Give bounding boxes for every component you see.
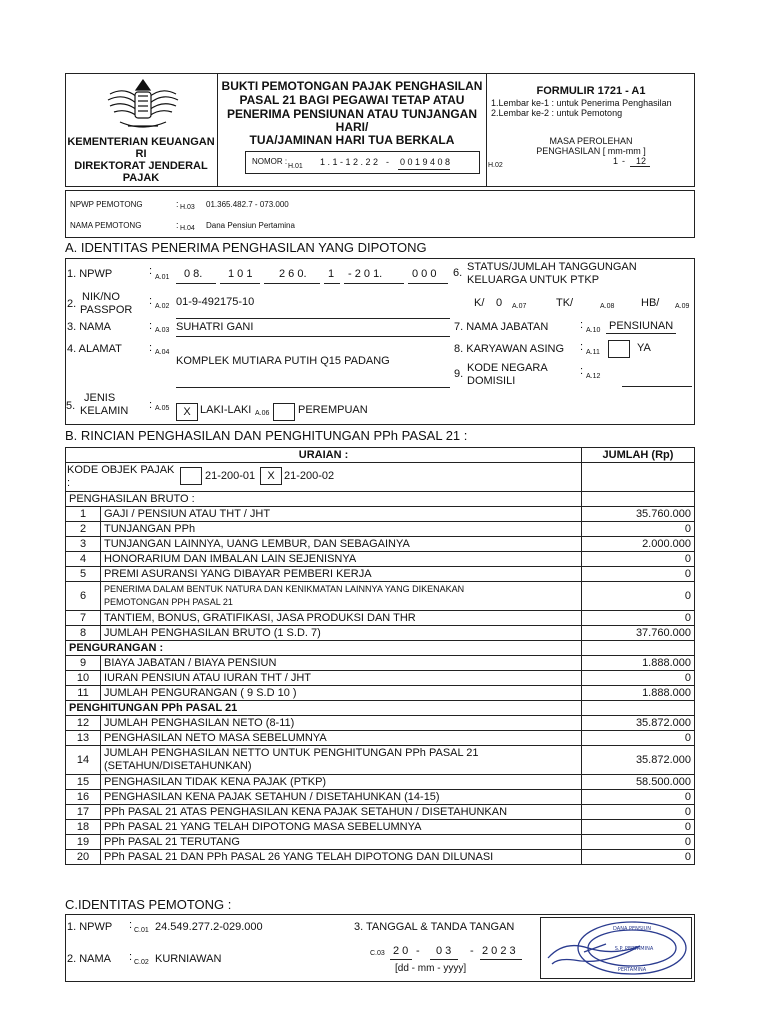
row-description: PPh PASAL 21 YANG TELAH DIPOTONG MASA SEBELUMNYA [101,820,582,835]
a-hb-code: A.09 [675,303,690,310]
a-negara-label2: DOMISILI [467,375,516,387]
a-asing-colon: : [580,341,584,353]
a-jk-label2: KELAMIN [80,405,129,417]
a-nik-code: A.02 [155,303,170,310]
a-alamat-label: 4. ALAMAT [67,343,122,355]
c-tanggal-code: C.03 [370,950,385,957]
pemotong-frame [65,190,695,238]
table-row [66,507,695,522]
garuda-emblem-logo [100,76,186,132]
a-npwp-label: 1. NPWP [67,268,113,280]
bruto-header-row [66,492,695,507]
table-row [66,656,695,671]
row-value: 58.500.000 [582,775,695,790]
a-nik-label2: PASSPOR [80,304,133,316]
pemotong-npwp-label: NPWP PEMOTONG [70,200,143,209]
title-line2: PASAL 21 BAGI PEGAWAI TETAP ATAU [239,93,465,107]
a-hb-label: HB/ [641,297,660,309]
row-description-line1: PENERIMA DALAM BENTUK NATURA DAN KENIKMATAN LAINNYA YANG DIKENAKAN [104,584,465,594]
a-alamat-code: A.04 [155,349,170,356]
row-number: 16 [66,790,101,805]
title-line4: HARI/ [335,120,369,134]
row-description: HONORARIUM DAN IMBALAN LAIN SEJENISNYA [101,552,582,567]
masa-label1: MASA PEROLEHAN [549,136,633,146]
col-uraian-header: URAIAN : [66,448,582,463]
row-value: 37.760.000 [582,626,695,641]
a-negara-label1: KODE NEGARA [467,362,548,374]
pemotong-nama-label: NAMA PEMOTONG [70,221,142,230]
kode-objek-value-cell [582,463,695,492]
kode-opt2-label: 21-200-02 [284,470,335,482]
table-row [66,775,695,790]
row-number: 10 [66,671,101,686]
a-npwp-p3: 2 6 0. [279,268,307,280]
a-tk-code: A.08 [600,303,615,310]
a-jabatan-label: 7. NAMA JABATAN [454,321,549,333]
row-description [101,746,582,775]
pemotong-nama-code: H.04 [180,225,195,232]
c-tanggal-format: [dd - mm - yyyy] [395,963,467,974]
a-npwp-p4: 1 [328,268,335,280]
row-description: BIAYA JABATAN / BIAYA PENSIUN [101,656,582,671]
a-status-num: 6. [453,267,463,279]
a-k-value: 0 [496,297,503,309]
row-value: 35.760.000 [582,507,695,522]
a-alamat-value: KOMPLEK MUTIARA PUTIH Q15 PADANG [176,355,390,367]
section-c-title: C.IDENTITAS PEMOTONG : [65,897,232,912]
a-nama-code: A.03 [155,327,170,334]
bruto-header-row-value-cell [582,492,695,507]
a-jabatan-colon: : [580,319,584,331]
row-number: 17 [66,805,101,820]
stamp-top-text: DANA PENSIUN [613,926,651,932]
a-npwp-p2: 1 0 1 [228,268,253,280]
table-row [66,626,695,641]
table-row [66,671,695,686]
row-number: 13 [66,731,101,746]
nomor-value2: 0 0 1 9 4 0 8 [400,157,451,167]
masa-from: 1 [613,156,619,166]
c-npwp-value: 24.549.277.2-029.000 [155,921,263,933]
a-jk-label1: JENIS [84,392,116,404]
row-value: 2.000.000 [582,537,695,552]
c-tanggal-yyyy: 2 0 2 3 [482,945,516,957]
row-description: PENGHASILAN KENA PAJAK SETAHUN / DISETAHUNKAN (14-15) [101,790,582,805]
row-number: 1 [66,507,101,522]
a-npwp-p1: 0 8. [184,268,203,280]
a-alamat-underline [176,387,450,388]
row-description: GAJI / PENSIUN ATAU THT / JHT [101,507,582,522]
a-npwp-code: A.01 [155,274,170,281]
table-row [66,820,695,835]
section-b-title: B. RINCIAN PENGHASILAN DAN PENGHITUNGAN PPh PASAL 21 : [65,428,468,443]
c-nama-code: C.02 [134,959,149,966]
kode-opt1-label: 21-200-01 [205,470,256,482]
a-negara-code: A.12 [586,373,601,380]
title-line3: PENERIMA PENSIUNAN ATAU TUNJANGAN [226,107,477,121]
c-nama-colon: : [129,951,133,963]
pemotong-npwp-value: 01.365.482.7 - 073.000 [206,200,289,209]
c-tanggal-dd-underline [390,959,412,960]
a-npwp-ul1 [176,283,216,284]
masa-dash: - [622,156,625,166]
pemotong-npwp-colon: : [176,199,179,209]
row-description: JUMLAH PENGHASILAN BRUTO (1 S.D. 7) [101,626,582,641]
h02-code: H.02 [488,162,503,169]
row-description: PPh PASAL 21 ATAS PENGHASILAN KENA PAJAK SETAHUN / DISETAHUNKAN [101,805,582,820]
row-description: TUNJANGAN LAINNYA, UANG LEMBUR, DAN SEBAGAINYA [101,537,582,552]
c-tanggal-sep1: - [416,945,420,957]
penghitungan-header-row-label: PENGHITUNGAN PPh PASAL 21 [66,701,582,716]
kode-objek-label2: : [67,477,71,489]
row-number: 8 [66,626,101,641]
a-jk-male-label: LAKI-LAKI [200,404,252,416]
a-npwp-ul5 [344,283,404,284]
a-npwp-ul4 [324,283,340,284]
row-number: 5 [66,567,101,582]
row-description: IURAN PENSIUN ATAU IURAN THT / JHT [101,671,582,686]
a-jk-female-label: PEREMPUAN [298,404,368,416]
row-number: 9 [66,656,101,671]
col-jumlah-header: JUMLAH (Rp) [582,448,695,463]
row-number: 3 [66,537,101,552]
c-tanggal-dd: 2 0 [393,945,409,957]
a-nama-colon: : [149,320,153,332]
row-value: 0 [582,731,695,746]
c-nama-label: 2. NAMA [67,953,112,965]
a-nik-value: 01-9-492175-10 [176,296,255,308]
table-row [66,731,695,746]
row-number: 18 [66,820,101,835]
c-npwp-code: C.01 [134,927,149,934]
row-description: TUNJANGAN PPh [101,522,582,537]
row-value: 1.888.000 [582,656,695,671]
a-jk-code: A.05 [155,405,170,412]
table-row [66,716,695,731]
row-value: 0 [582,522,695,537]
a-npwp-p6: 0 0 0 [412,268,437,280]
title-line5: TUA/JAMINAN HARI TUA BERKALA [249,133,455,147]
table-row [66,850,695,865]
a-nama-underline [176,336,450,337]
nomor-label: NOMOR : [252,157,288,166]
a-asing-label: 8. KARYAWAN ASING [454,343,565,355]
table-row [66,805,695,820]
row-value: 35.872.000 [582,716,695,731]
row-value: 35.872.000 [582,746,695,775]
row-description [101,582,582,611]
nomor-dash: - [386,157,389,167]
a-jabatan-value: PENSIUNAN [609,320,674,332]
c-npwp-label: 1. NPWP [67,921,113,933]
row-description: PENGHASILAN TIDAK KENA PAJAK (PTKP) [101,775,582,790]
a-status-label2: KELUARGA UNTUK PTKP [467,274,600,286]
row-number: 2 [66,522,101,537]
a-asing-ya: YA [637,342,651,354]
lembar-2: 2.Lembar ke-2 : untuk Pemotong [491,108,623,118]
a-status-label1: STATUS/JUMLAH TANGGUNGAN [467,261,637,273]
kode-objek-row [66,463,695,492]
a-npwp-p5: - 2 0 1. [348,268,383,280]
row-value: 0 [582,790,695,805]
pemotong-nama-value: Dana Pensiun Pertamina [206,221,295,230]
row-description: TANTIEM, BONUS, GRATIFIKASI, JASA PRODUKSI DAN THR [101,611,582,626]
pengurangan-header-row [66,641,695,656]
table-row [66,835,695,850]
row-value: 0 [582,582,695,611]
lembar-1: 1.Lembar ke-1 : untuk Penerima Penghasilan [491,98,672,108]
row-value: 0 [582,611,695,626]
nomor-value1: 1 . 1 - 1 2 . 2 2 [320,157,379,167]
row-value: 0 [582,567,695,582]
a-jk-num: 5. [66,400,76,412]
a-negara-colon: : [580,365,584,377]
row-value: 0 [582,552,695,567]
kode-opt2-checkbox[interactable]: X [260,467,282,485]
ministry-line1: KEMENTERIAN KEUANGAN [67,136,215,148]
penghitungan-header-row-value-cell [582,701,695,716]
nomor-code: H.01 [288,163,303,170]
stamp-mid-text: S.P. PERTAMINA [614,946,654,952]
title-line1: BUKTI PEMOTONGAN PAJAK PENGHASILAN [221,79,483,93]
c-npwp-colon: : [129,919,133,931]
a-asing-code: A.11 [586,349,600,356]
pemotong-npwp-code: H.03 [180,204,195,211]
directorate-line1: DIREKTORAT JENDERAL [74,160,208,172]
row-value: 0 [582,835,695,850]
row-number: 14 [66,746,101,775]
row-description-line2: (SETAHUN/DISETAHUNKAN) [104,760,252,772]
table-row [66,746,695,775]
a-nik-num: 2. [67,298,77,310]
row-description-line1: JUMLAH PENGHASILAN NETTO UNTUK PENGHITUNGAN PPh PASAL 21 [104,747,479,759]
a-alamat-colon: : [149,342,153,354]
c-tanggal-yyyy-underline [480,959,522,960]
a-jabatan-code: A.10 [586,327,601,334]
c-tanggal-mm: 0 3 [436,945,452,957]
pengurangan-header-row-label: PENGURANGAN : [66,641,582,656]
a-npwp-ul3 [264,283,320,284]
a-nik-label1: NIK/NO [82,291,120,303]
row-number: 6 [66,582,101,611]
row-number: 7 [66,611,101,626]
table-header-row [66,448,695,463]
a-nik-colon: : [149,295,153,307]
kode-objek-label1: KODE OBJEK PAJAK [67,464,175,476]
section-a-title: A. IDENTITAS PENERIMA PENGHASILAN YANG DIPOTONG [65,240,427,255]
masa-to-underline [630,166,650,167]
directorate-line2: PAJAK [122,172,160,184]
table-row [66,552,695,567]
a-negara-num: 9. [454,368,464,380]
a-negara-underline [622,386,692,387]
penghitungan-header-row [66,701,695,716]
row-description: PREMI ASURANSI YANG DIBAYAR PEMBERI KERJA [101,567,582,582]
a-asing-checkbox[interactable] [608,340,630,358]
row-description: PPh PASAL 21 TERUTANG [101,835,582,850]
row-value: 1.888.000 [582,686,695,701]
a-jk-code2: A.06 [255,410,270,417]
masa-to: 12 [636,156,647,166]
row-value: 0 [582,671,695,686]
a-npwp-colon: : [149,265,153,277]
kode-objek-cell [66,463,582,492]
a-k-code: A.07 [512,303,527,310]
table-row [66,686,695,701]
a-jk-colon: : [149,399,153,411]
a-nama-label: 3. NAMA [67,321,112,333]
row-number: 4 [66,552,101,567]
c-tanggal-mm-underline [430,959,458,960]
a-k-label: K/ [474,297,485,309]
row-description: JUMLAH PENGHASILAN NETO (8-11) [101,716,582,731]
row-number: 11 [66,686,101,701]
row-value: 0 [582,850,695,865]
row-description: JUMLAH PENGURANGAN ( 9 S.D 10 ) [101,686,582,701]
row-number: 19 [66,835,101,850]
kode-opt1-checkbox[interactable] [180,467,202,485]
c-tanggal-sep2: - [470,945,474,957]
stamp-bottom-text: PERTAMINA [617,967,647,973]
table-row [66,790,695,805]
masa-label2: PENGHASILAN [ mm-mm ] [536,146,646,156]
table-row [66,567,695,582]
row-description: PPh PASAL 21 DAN PPh PASAL 26 YANG TELAH DIPOTONG DAN DILUNASI [101,850,582,865]
rincian-table [65,447,695,865]
a-jk-female-checkbox[interactable] [273,403,295,421]
a-jabatan-underline [606,333,676,334]
a-npwp-ul6 [408,283,448,284]
nomor-value-underline [398,169,450,170]
row-value: 0 [582,805,695,820]
table-row [66,582,695,611]
company-stamp-signature [544,918,690,978]
ministry-line2: RI [135,148,147,160]
bruto-header-row-label: PENGHASILAN BRUTO : [66,492,582,507]
a-nama-value: SUHATRI GANI [176,321,254,333]
pengurangan-header-row-value-cell [582,641,695,656]
a-tk-label: TK/ [556,297,574,309]
c-tanggal-label: 3. TANGGAL & TANDA TANGAN [354,921,515,933]
pemotong-nama-colon: : [176,220,179,230]
a-jk-male-checkbox[interactable]: X [176,403,198,421]
row-number: 12 [66,716,101,731]
form-title: FORMULIR 1721 - A1 [536,85,646,97]
row-number: 15 [66,775,101,790]
row-description: PENGHASILAN NETO MASA SEBELUMNYA [101,731,582,746]
table-row [66,611,695,626]
row-number: 20 [66,850,101,865]
table-row [66,537,695,552]
row-value: 0 [582,820,695,835]
a-nik-underline [176,318,450,319]
a-npwp-ul2 [220,283,260,284]
c-nama-value: KURNIAWAN [155,953,222,965]
table-row [66,522,695,537]
row-description-line2: PEMOTONGAN PPH PASAL 21 [104,597,233,607]
